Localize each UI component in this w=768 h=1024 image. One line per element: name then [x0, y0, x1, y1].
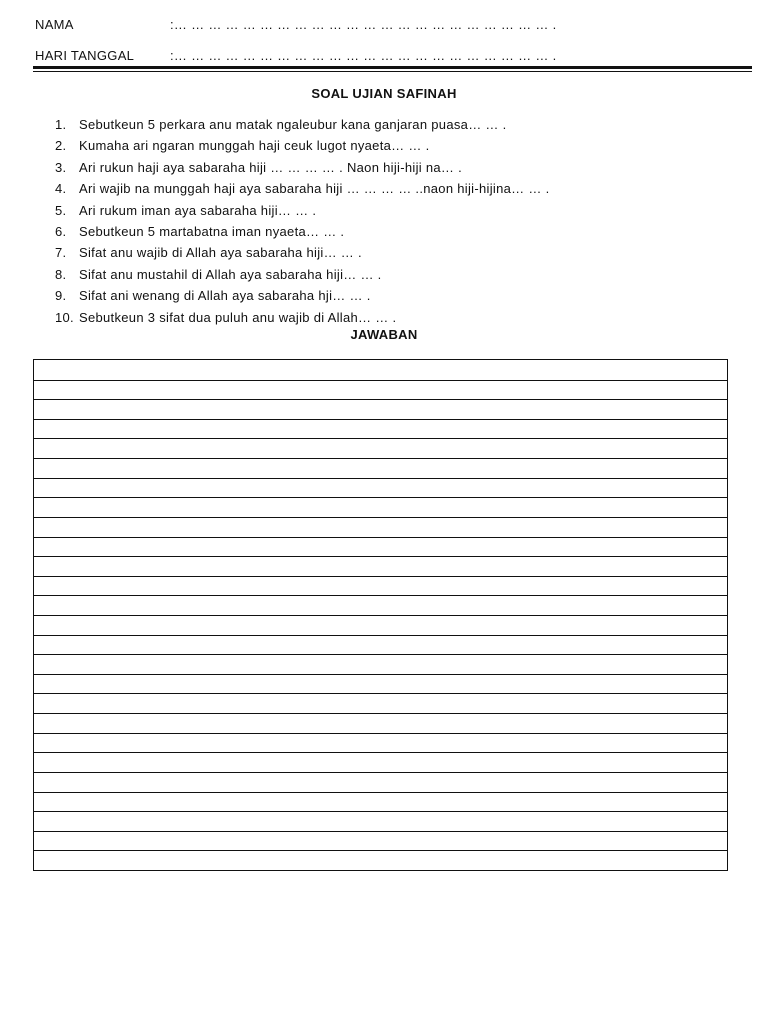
answer-heading: JAWABAN	[350, 327, 418, 342]
answer-line	[34, 615, 727, 616]
question-number: 5.	[55, 202, 67, 218]
answer-line	[34, 438, 727, 439]
question-item	[55, 244, 550, 265]
page-title: SOAL UJIAN SAFINAH	[311, 86, 457, 101]
name-blank[interactable]: :… … … … … … … … … … … … … … … … … … … … … … .	[170, 17, 557, 32]
question-number: 7.	[55, 245, 67, 261]
question-item	[55, 137, 550, 158]
answer-line	[34, 831, 727, 832]
answer-line	[34, 517, 727, 518]
question-text: Sifat anu wajib di Allah aya sabaraha hiji… … .	[79, 245, 362, 261]
answer-line	[34, 752, 727, 753]
answer-line	[34, 811, 727, 812]
question-item	[55, 223, 550, 244]
question-number: 2.	[55, 138, 67, 154]
question-number: 8.	[55, 266, 67, 282]
question-text: Ari rukum iman aya sabaraha hiji… … .	[79, 202, 317, 218]
question-number: 9.	[55, 288, 67, 304]
question-number: 10.	[55, 309, 74, 325]
question-text: Kumaha ari ngaran munggah haji ceuk lugot nyaeta… … .	[79, 138, 430, 154]
answer-line	[34, 733, 727, 734]
answer-line	[34, 537, 727, 538]
question-item	[55, 116, 550, 137]
answer-line	[34, 772, 727, 773]
name-label: NAMA	[35, 17, 74, 32]
question-text: Ari wajib na munggah haji aya sabaraha hiji … … … … ..naon hiji-hijina… … .	[79, 181, 550, 197]
question-text: Sebutkeun 5 perkara anu matak ngaleubur kana ganjaran puasa… … .	[79, 117, 507, 132]
question-item	[55, 202, 550, 223]
answer-line	[34, 478, 727, 479]
answer-line	[34, 595, 727, 596]
question-number: 4.	[55, 181, 67, 197]
question-text: Sifat anu mustahil di Allah aya sabaraha hiji… … .	[79, 266, 382, 282]
question-item	[55, 287, 550, 308]
answer-line	[34, 654, 727, 655]
question-list	[55, 116, 550, 330]
answer-line	[34, 850, 727, 851]
answer-line	[34, 635, 727, 636]
date-blank[interactable]: :… … … … … … … … … … … … … … … … … … … … … … .	[170, 48, 557, 63]
question-text: Sebutkeun 3 sifat dua puluh anu wajib di Allah… … .	[79, 309, 397, 325]
question-item	[55, 159, 550, 180]
answer-line	[34, 792, 727, 793]
question-text: Sebutkeun 5 martabatna iman nyaeta… … .	[79, 223, 345, 239]
question-item	[55, 266, 550, 287]
header-divider-thick	[33, 66, 752, 69]
question-text: Sifat ani wenang di Allah aya sabaraha hji… … .	[79, 288, 371, 304]
date-label: HARI TANGGAL	[35, 48, 135, 63]
question-number: 6.	[55, 223, 67, 239]
answer-line	[34, 693, 727, 694]
answer-line	[34, 576, 727, 577]
answer-line	[34, 380, 727, 381]
header-divider-thin	[33, 71, 752, 72]
question-item	[55, 180, 550, 201]
question-text: Ari rukun haji aya sabaraha hiji … … … … . Naon hiji-hiji na… .	[79, 159, 463, 175]
answer-line	[34, 674, 727, 675]
answer-line	[34, 497, 727, 498]
answer-line	[34, 556, 727, 557]
answer-line	[34, 399, 727, 400]
answer-line	[34, 458, 727, 459]
answer-box[interactable]	[33, 359, 728, 871]
answer-line	[34, 713, 727, 714]
question-number: 1.	[55, 117, 67, 132]
question-number: 3.	[55, 159, 67, 175]
answer-line	[34, 419, 727, 420]
